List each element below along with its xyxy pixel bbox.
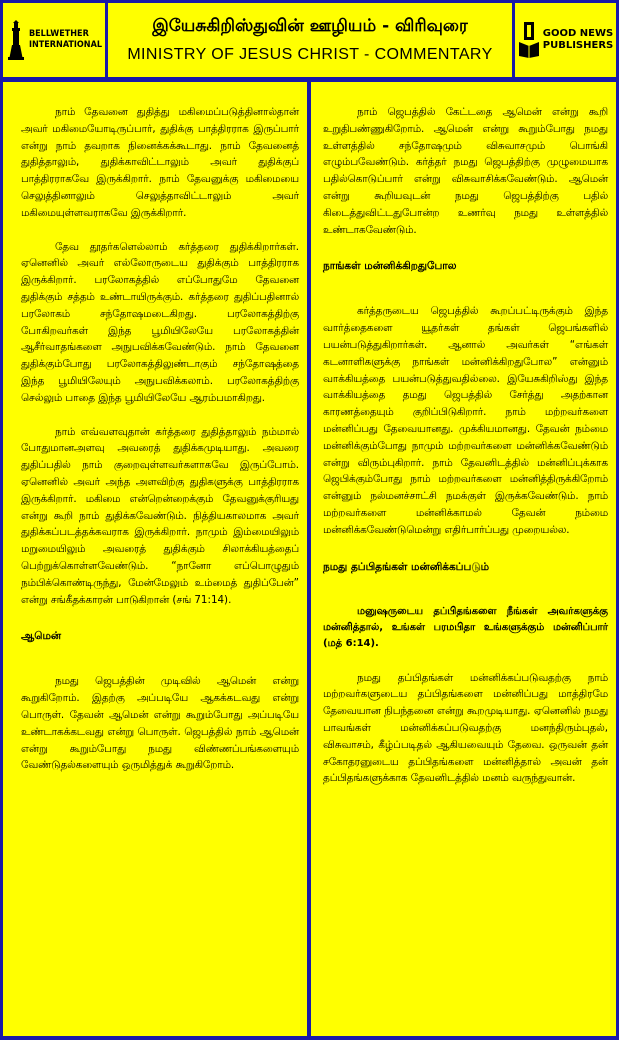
heading-forgive: நாங்கள் மன்னிக்கிறதுபோல bbox=[323, 260, 457, 273]
left-paragraph-4: நமது ஜெபத்தின் முடிவில் ஆமென் என்று கூறுகிறோம். இதற்கு அப்படியே ஆகக்கடவது என்று பொருள். தேவன் ஆமென் என்று கூறும்போது அப்படியே உண்டாகக்கடவது என்று பொருள். ஜெபத்தில் நாம் ஆமென் என்று கூறும்போது நமது விண்ணப்பங்களையும் வேண்டுதல்களையும் ஒருமித்துக் கூறுகிறோம். bbox=[21, 675, 299, 772]
tower-icon bbox=[6, 20, 26, 60]
good-news-line2: PUBLISHERS bbox=[542, 40, 614, 51]
page-header bbox=[3, 3, 616, 77]
left-paragraph-2: தேவ தூதர்களெல்லாம் கர்த்தரை துதிக்கிறார்கள். ஏனெனில் அவர் எல்லோருடைய துதிக்கும் பாத்திரராக இருக்கிறார். பரலோகத்தில் எப்போதுமே தேவனை துதிக்கும் சத்தம் உண்டாயிருக்கும். கர்த்தரை துதிப்பதினால் பரலோகம் சந்தோஷமடைகிறது. பரலோகத்திற்கு போகிறவர்கள் இந்த பூமியிலேயே பரலோகத்தின் ஆசீர்வாதங்களை அநுபவிக்கவேண்டும். நாம் தேவனை துதிக்கும்போது பரலோகத்திலுண்டாகும் சந்தோஷத்தை இந்த பூமியிலேயும் அநுபவிக்கலாம். பரலோகத்திற்கு செல்லும் பாதை இந்த பூமியிலேயே ஆரம்பமாகிறது. bbox=[21, 240, 299, 404]
open-book-icon bbox=[518, 22, 540, 58]
left-paragraph-3: நாம் எவ்வளவுதான் கர்த்தரை துதித்தாலும் நம்மால் போதுமானஅளவு அவரைத் துதிக்கமுடியாது. அவரை துதிப்பதில் நாம் குறைவுள்ளவர்களாகவே இருப்போம். ஏனெனில் அவர் அந்த அளவிற்கு துதிகளுக்கு பாத்திரராக இருக்கிறார். மகிமை என்றென்றைக்கும் தேவனுக்குரியது என்று கூறி நாம் துதிக்கவேண்டும். நித்தியகாலமாக அவர் துதிக்கப்படத்தக்கவராக இருக்கிறார். நாமும் இம்மையிலும் மறுமையிலும் அவரைத் துதிக்கும் சிலாக்கியத்தைப் பெற்றுக்கொள்ளவேண்டும். “நானோ எப்பொழுதும் நம்பிக்கொண்டிருந்து, மேன்மேலும் உம்மைத் துதிப்பேன்” என்று சங்கீதக்காரன் பாடுகிறான் (சங் 71:14). bbox=[21, 425, 299, 606]
page-title-tamil: இயேசுகிறிஸ்துவின் ஊழியம் - விரிவுரை bbox=[152, 16, 468, 36]
heading-amen: ஆமென் bbox=[21, 630, 62, 643]
page-title-english: MINISTRY OF JESUS CHRIST - COMMENTARY bbox=[127, 46, 493, 63]
right-paragraph-1: நாம் ஜெபத்தில் கேட்டதை ஆமென் என்று கூறி உறுதிபண்ணுகிறோம். ஆமென் என்று கூறும்போது நமது உள்ளத்தில் சந்தோஷமும் விசுவாசமும் பொங்கி எழும்பவேண்டும். கர்த்தர் நமது ஜெபத்திற்கு முழுமையாக பதில்கொடுப்பார் என்று விசுவாசிக்கவேண்டும். ஆமென் என்று கூறியவுடன் நமது ஜெபத்திற்கு பதில் கிடைத்துவிட்டதுபோன்ற உணர்வு நமது உள்ளத்தில் உண்டாகவேண்டும். bbox=[323, 106, 608, 236]
left-column bbox=[3, 82, 307, 1036]
right-paragraph-2: கர்த்தருடைய ஜெபத்தில் கூறப்பட்டிருக்கும் இந்த வார்த்தைகளை யூதர்கள் தங்கள் ஜெபங்களில் பயன்படுத்துகிறார்கள். ஆனால் அவர்கள் “எங்கள் கடனாளிகளுக்கு நாங்கள் மன்னிக்கிறதுபோல” என்னும் வாக்கியத்தை பயன்படுத்துவதில்லை. இயேசுகிறிஸ்து இந்த வாக்கியத்தை தமது ஜெபத்தில் சேர்த்து அதற்கான காரணத்தையும் குறிப்பிடுகிறார். நாம் மற்றவர்களை மன்னிப்பது தேவையானது. முக்கியமானது. தேவன் நம்மை மன்னிக்கும்போது நாமும் மற்றவர்களை மன்னிக்கவேண்டும் என்று விரும்புகிறார். நாம் தேவனிடத்தில் மன்னிப்புக்காக ஜெபிக்கும்போது நாம் மற்றவர்களை மன்னித்திருக்கிறோம் என்னும் நல்மனச்சாட்சி நமக்குள் இருக்கவேண்டும். நாம் மற்றவர்களை மன்னிக்காமல் தேவன் நம்மை மன்னிக்கவேண்டுமென்று எதிர்பார்ப்பது முறையல்ல. bbox=[323, 305, 608, 536]
left-paragraph-1: நாம் தேவனை துதித்து மகிமைப்படுத்தினால்தான் அவர் மகிமையோடிருப்பார், துதிக்கு பாத்திரராக இருப்பார் என்று நாம் தவறாக நினைக்கக்கூடாது. நாம் தேவனைத் துதித்தாலும், துதிக்காவிட்டாலும் அவர் துதிக்குப் பாத்திரராகவே இருக்கிறார். நாம் தேவனுக்கு மகிமையை செலுத்தினாலும் செலுத்தாவிட்டாலும் அவர் மகிமையுள்ளவராகவே இருக்கிறார். bbox=[21, 106, 299, 219]
right-column bbox=[311, 82, 616, 1036]
heading-sins-forgiven: நமது தப்பிதங்கள் மன்னிக்கப்படும் bbox=[323, 560, 490, 573]
title-box bbox=[108, 3, 512, 77]
right-paragraph-3: நமது தப்பிதங்கள் மன்னிக்கப்படுவதற்கு நாம் மற்றவர்களுடைய தப்பிதங்களை மன்னிப்பது மாத்திரமே தேவையான நிபந்தனை என்று கூறமுடியாது. ஏனெனில் நமது பாவங்கள் மன்னிக்கப்படுவதற்கு மனந்திரும்புதல், விசுவாசம், கீழ்ப்படிதல் ஆகியவையும் தேவை. ஒருவன் தன் சகோதரனுடைய தப்பிதங்களை மன்னித்தால் அவன் தன் தப்பிதங்களுக்காக தேவனிடத்தில் மனம் வருந்துவான். bbox=[323, 671, 608, 785]
good-news-logo bbox=[515, 3, 616, 77]
good-news-line1: GOOD NEWS bbox=[542, 28, 614, 39]
scripture-quote: மனுஷருடைய தப்பிதங்களை நீங்கள் அவர்களுக்கு மன்னித்தால், உங்கள் பரமபிதா உங்களுக்கும் மன்னிப்பார் (மத் 6:14). bbox=[323, 605, 608, 649]
bellwether-line1: BELLWETHER bbox=[28, 29, 89, 39]
bellwether-line2: INTERNATIONAL bbox=[28, 40, 103, 50]
bellwether-logo bbox=[3, 3, 105, 77]
